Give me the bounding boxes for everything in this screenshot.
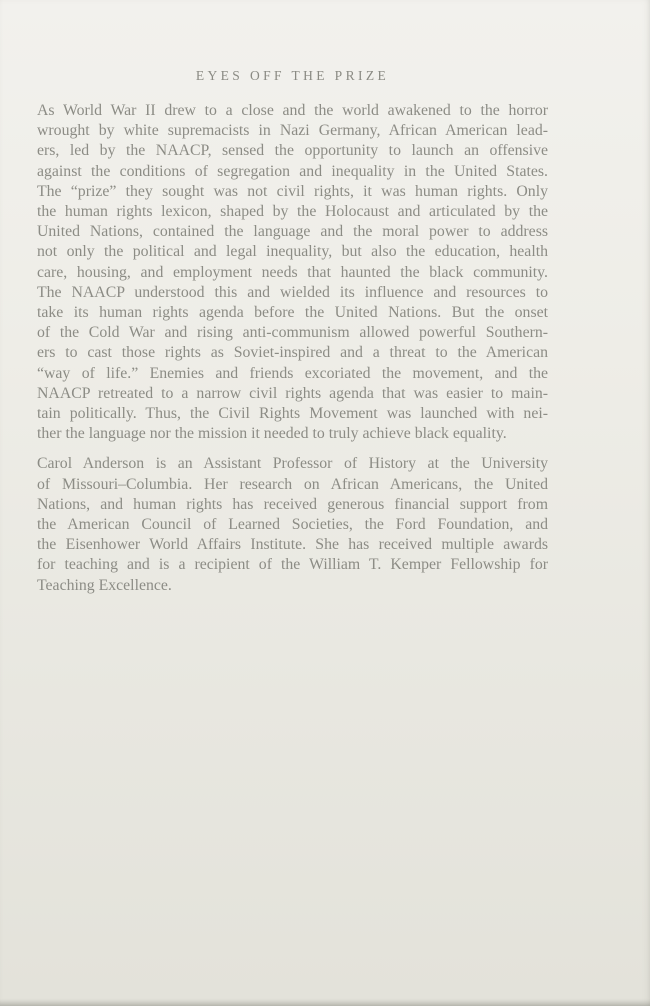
text-line: NAACP retreated to a narrow civil rights agenda that was easier to main- — [37, 384, 548, 402]
book-title: EYES OFF THE PRIZE — [195, 68, 390, 83]
paragraph-synopsis — [37, 101, 548, 444]
text-line: of the Cold War and rising anti-communism allowed powerful Southern- — [37, 324, 548, 342]
text-line: take its human rights agenda before the United Nations. But the onset — [37, 304, 548, 322]
text-line: the Eisenhower World Affairs Institute. She has received multiple awards — [37, 536, 548, 554]
text-line: wrought by white supremacists in Nazi Germany, African American lead- — [37, 122, 548, 140]
text-line: ers, led by the NAACP, sensed the opportunity to launch an offensive — [37, 142, 548, 160]
text-line: the American Council of Learned Societies, the Ford Foundation, and — [37, 516, 548, 534]
text-line: The NAACP understood this and wielded its influence and resources to — [37, 283, 548, 301]
body-text — [37, 101, 548, 596]
text-line: “way of life.” Enemies and friends excoriated the movement, and the — [37, 364, 548, 382]
text-line: As World War II drew to a close and the world awakened to the horror — [37, 102, 548, 119]
text-line: ers to cast those rights as Soviet-inspired and a threat to the American — [37, 344, 548, 362]
text-line: against the conditions of segregation and inequality in the United States. — [37, 162, 548, 180]
text-line: care, housing, and employment needs that haunted the black community. — [37, 263, 548, 281]
text-line: The “prize” they sought was not civil rights, it was human rights. Only — [37, 182, 548, 200]
text-line: tain politically. Thus, the Civil Rights Movement was launched with nei- — [37, 405, 548, 423]
paragraph-author-bio — [37, 454, 548, 595]
text-line: the human rights lexicon, shaped by the Holocaust and articulated by the — [37, 203, 548, 221]
text-line: Carol Anderson is an Assistant Professor of History at the University — [37, 455, 548, 473]
text-line: of Missouri–Columbia. Her research on African Americans, the United — [37, 475, 548, 493]
text-line: Nations, and human rights has received generous financial support from — [37, 495, 548, 513]
text-line: ther the language nor the mission it needed to truly achieve black equality. — [37, 425, 507, 443]
text-line: not only the political and legal inequality, but also the education, health — [37, 243, 548, 261]
text-line: Teaching Excellence. — [37, 576, 172, 594]
text-line: for teaching and is a recipient of the William T. Kemper Fellowship for — [37, 556, 548, 574]
text-line: United Nations, contained the language and the moral power to address — [37, 223, 548, 241]
